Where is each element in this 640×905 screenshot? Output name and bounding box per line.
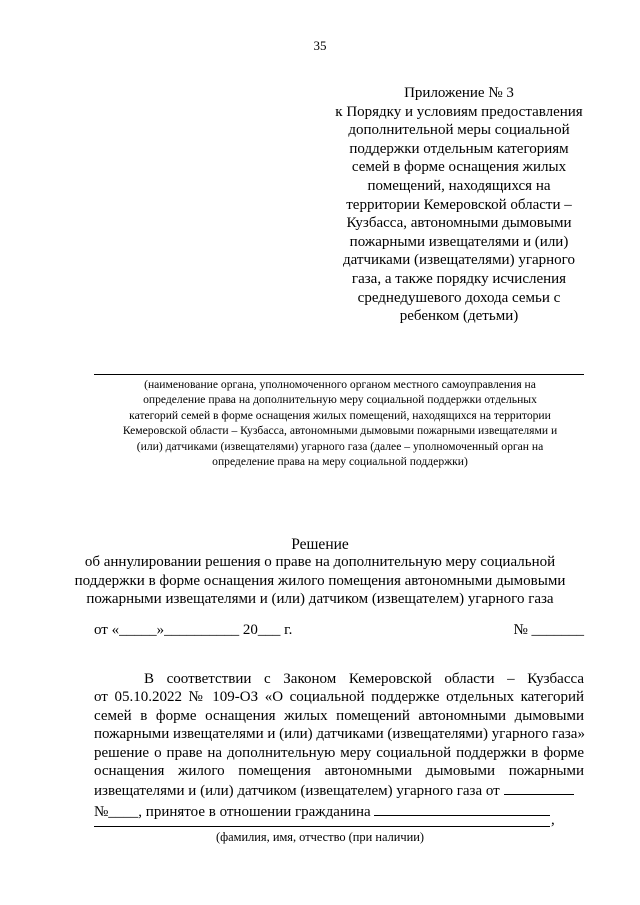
body-line-with-date-blank — [94, 780, 584, 800]
appendix-line: семей в форме оснащения жилых — [351, 159, 567, 176]
organ-caption-line: Кемеровской области – Кузбасса, автономными дымовыми пожарными извещателями и — [122, 424, 558, 438]
appendix-line: пожарными извещателями и (или) — [349, 233, 569, 250]
appendix-line: Приложение № 3 — [404, 85, 514, 101]
body-line: семей в форме оснащения жилых помещений автономными дымовыми — [94, 707, 584, 724]
body-line: оснащения жилого помещения автономными дымовыми пожарными — [94, 763, 584, 780]
organ-caption-line: категорий семей в форме оснащения жилых помещений, находящихся на территории — [129, 408, 551, 422]
body-line-text: извещателями и (или) датчиком (извещателем) угарного газа от — [94, 783, 500, 800]
decision-body — [94, 670, 584, 821]
decision-subtitle-line: пожарными извещателями и (или) датчиком (извещателем) угарного газа — [86, 591, 554, 608]
original-decision-date-blank — [504, 780, 574, 795]
appendix-line: помещений, находящихся на — [367, 177, 551, 194]
decision-date-field: от «_____»__________ 20___ г. — [94, 622, 293, 638]
organ-name-caption — [90, 377, 590, 469]
organ-caption-line: (или) датчиками (извещателями) угарного газа (далее – уполномоченный орган на — [136, 439, 544, 453]
decision-number-field: № _______ — [513, 622, 584, 638]
body-line: от 05.10.2022 № 109-ОЗ «О социальной поддержке отдельных категорий — [94, 689, 584, 706]
appendix-line: территории Кемеровской области – — [346, 196, 572, 213]
date-number-row — [94, 622, 584, 642]
body-line: пожарными извещателями и (или) датчиками (извещателями) угарного газа» — [94, 726, 585, 743]
body-line: решение о праве на дополнительную меру социальной поддержки в форме — [94, 744, 584, 761]
fio-blank-line — [94, 826, 550, 827]
appendix-line: газа, а также порядку исчисления — [351, 270, 567, 287]
decision-subtitle-line: об аннулировании решения о праве на дополнительную меру социальной — [84, 554, 556, 570]
citizen-name-blank — [374, 801, 550, 816]
appendix-line: поддержки отдельным категориям — [349, 140, 569, 157]
decision-subtitle — [60, 553, 580, 609]
body-line-text: №____, принятое в отношении гражданина — [94, 803, 371, 820]
body-line: В соответствии с Законом Кемеровской области – Кузбасса — [144, 671, 584, 687]
decision-title: Решение — [291, 536, 349, 553]
appendix-line: ребенком (детьми) — [399, 308, 519, 325]
fio-comma: , — [551, 812, 555, 828]
appendix-line: дополнительной меры социальной — [348, 122, 570, 139]
body-line-with-citizen-blank — [94, 801, 584, 821]
page-number: 35 — [313, 38, 327, 53]
fio-caption: (фамилия, имя, отчество (при наличии) — [215, 830, 424, 844]
decision-subtitle-line: поддержки в форме оснащения жилого помещения автономными дымовыми — [74, 572, 566, 589]
appendix-line: Кузбасса, автономными дымовыми — [346, 215, 572, 232]
organ-name-blank-line — [94, 374, 584, 375]
organ-caption-line: (наименование органа, уполномоченного органом местного самоуправления на — [144, 378, 536, 391]
organ-caption-line: определение права на дополнительную меру социальной поддержки отдельных — [143, 393, 537, 407]
appendix-line: к Порядку и условиям предоставления — [335, 103, 583, 120]
appendix-line: датчиками (извещателями) угарного — [343, 252, 575, 269]
appendix-header — [326, 84, 592, 326]
organ-caption-line: определение права на меру социальной поддержки) — [212, 455, 468, 469]
appendix-line: среднедушевого дохода семьи с — [357, 289, 561, 306]
